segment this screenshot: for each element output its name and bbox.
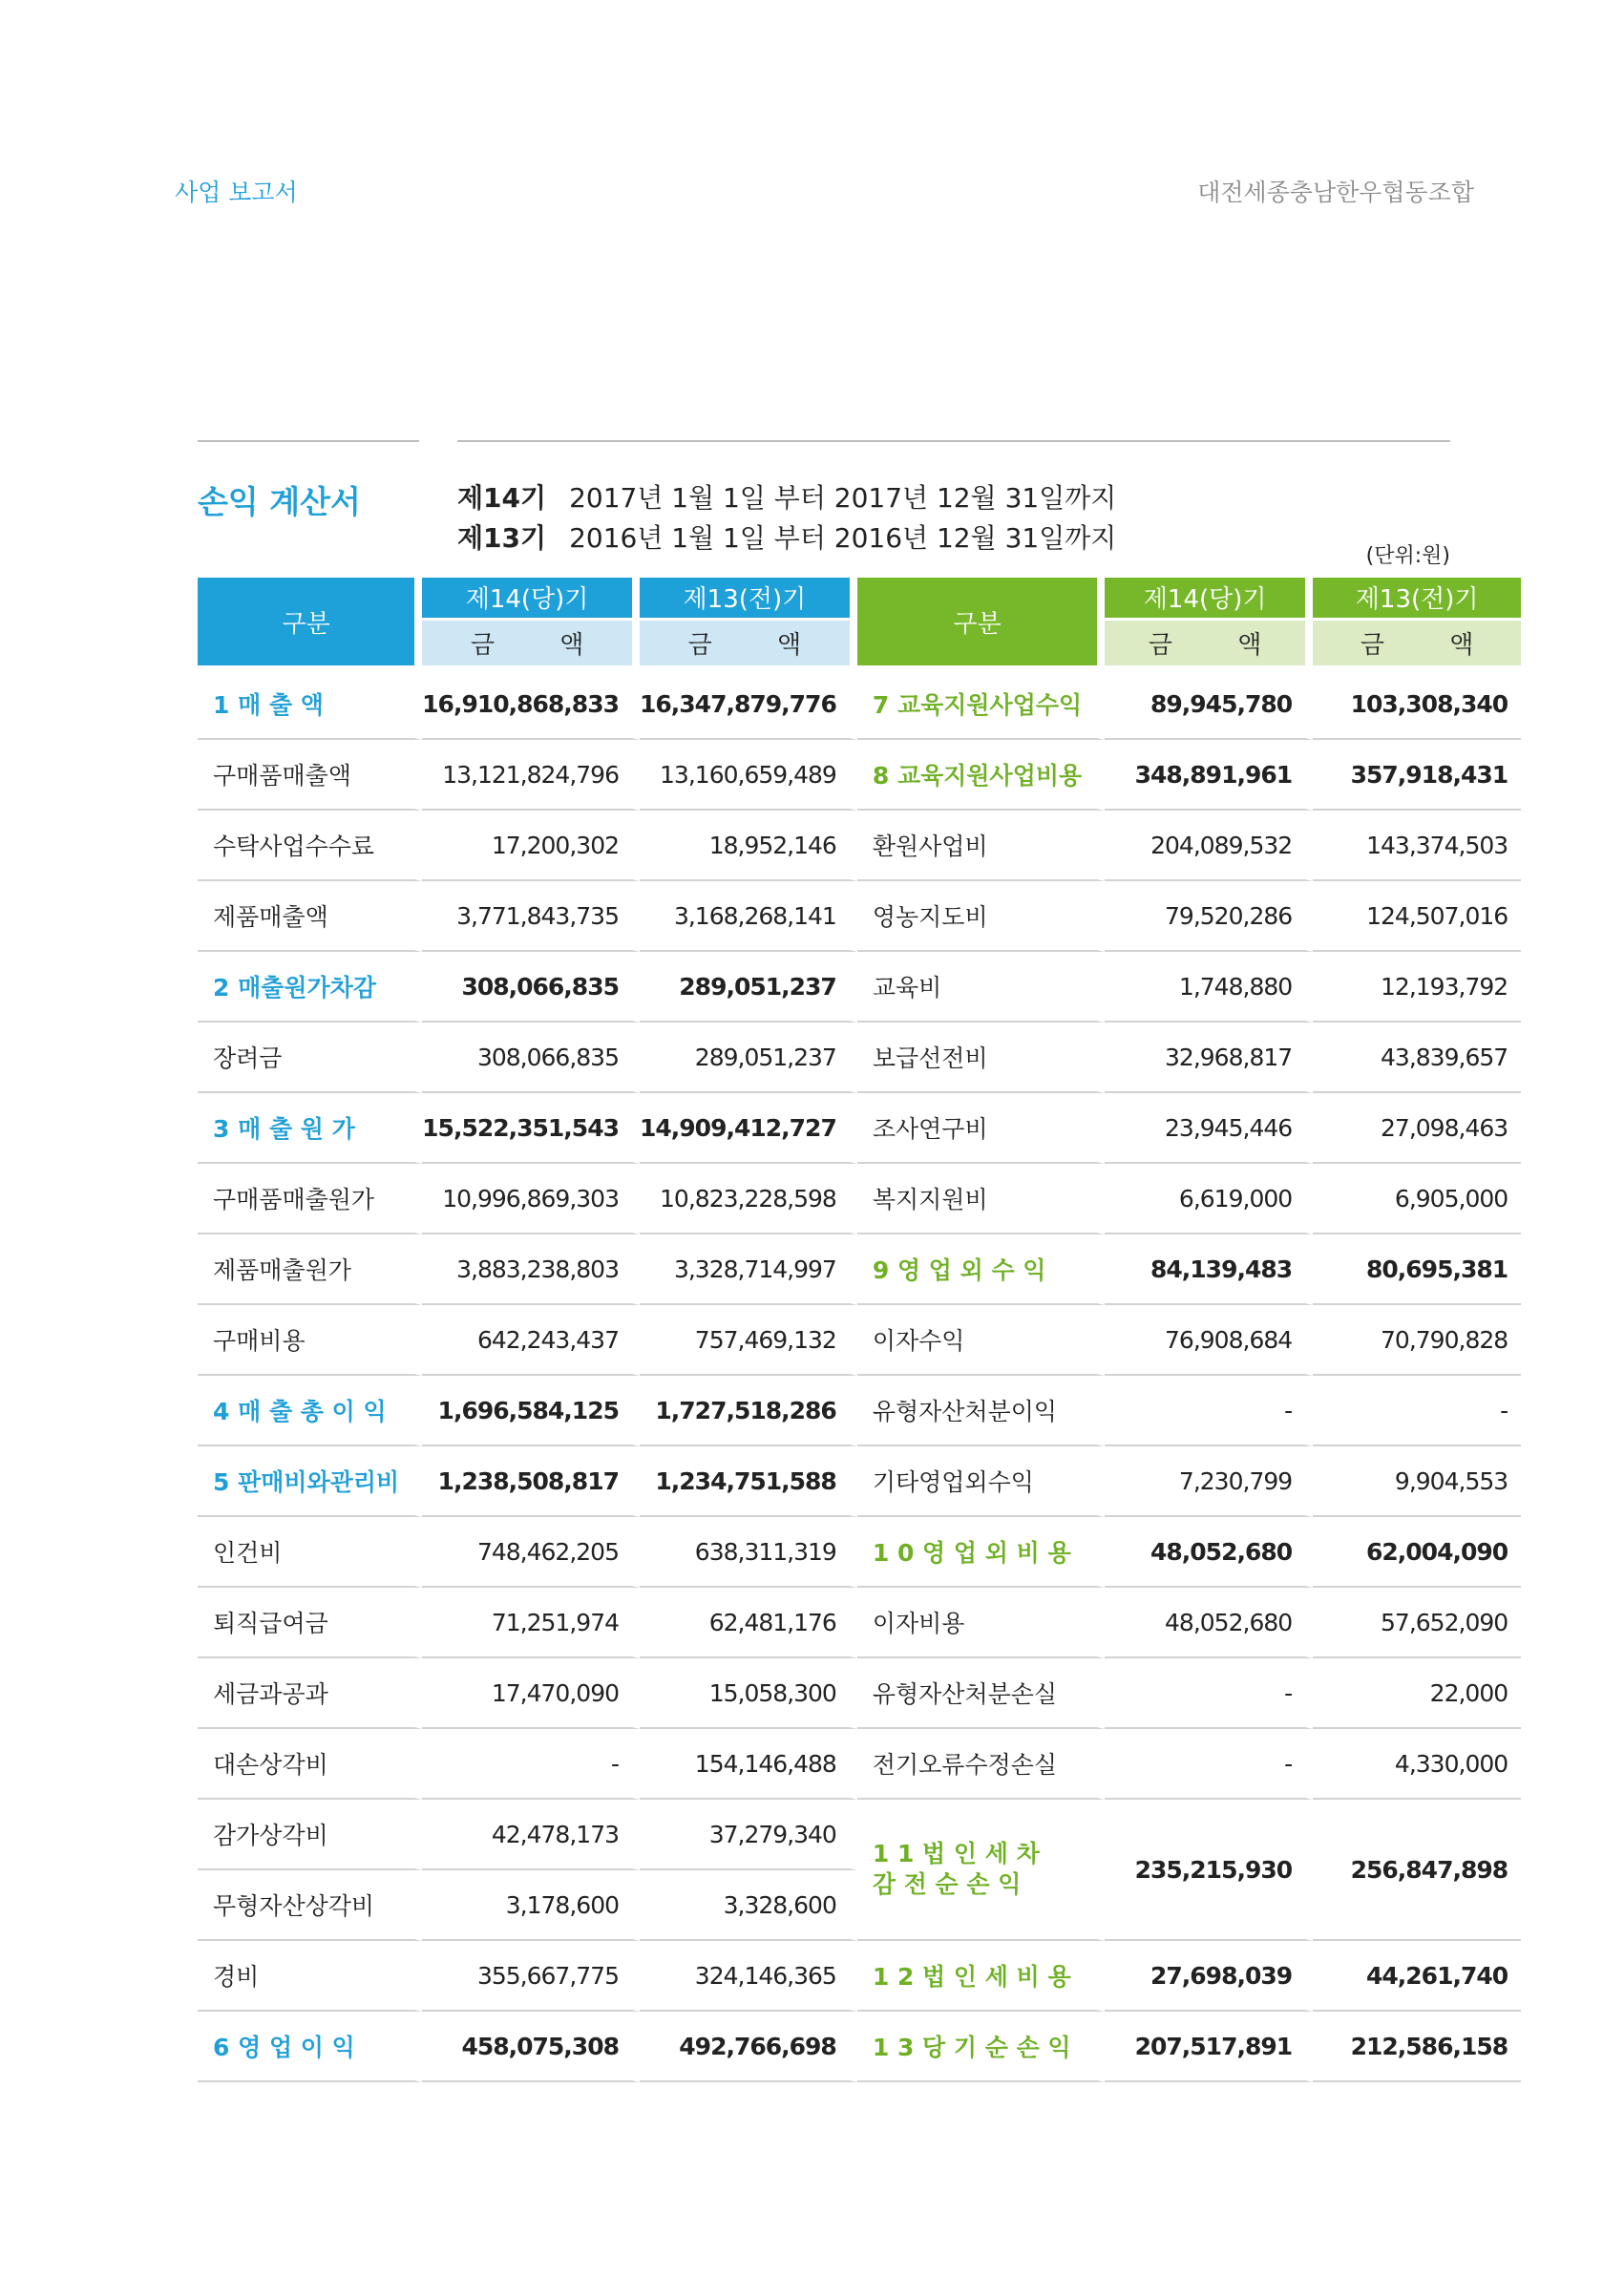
amount-cell: - — [1105, 1658, 1313, 1729]
amount-cell: 15,522,351,543 — [422, 1093, 640, 1164]
row-label-text: 2 매출원가차감 — [213, 974, 376, 1002]
amount-cell: 6,619,000 — [1105, 1164, 1313, 1234]
row-label — [198, 1588, 422, 1658]
table-row — [198, 1234, 1521, 1305]
header-category-left: 구분 — [198, 578, 422, 669]
amount-cell: 1,238,508,817 — [422, 1446, 640, 1517]
header-category-right: 구분 — [857, 578, 1105, 669]
row-label-text: 4 매 출 총 이 익 — [213, 1398, 387, 1425]
row-label-right — [857, 1517, 1105, 1588]
amount-cell: 1,748,880 — [1105, 952, 1313, 1023]
row-label-text: 감 전 순 손 익 — [872, 1870, 1022, 1898]
amount-cell: - — [1105, 1376, 1313, 1446]
row-label-text: 유형자산처분이익 — [872, 1398, 1058, 1425]
amount-cell: 17,470,090 — [422, 1658, 640, 1729]
row-label — [198, 1234, 422, 1305]
amount-cell: 48,052,680 — [1105, 1517, 1313, 1588]
amount-cell: 3,178,600 — [422, 1870, 640, 1941]
period-previous — [457, 517, 1116, 556]
row-label — [198, 2012, 422, 2082]
row-label-text: 보급선전비 — [872, 1044, 988, 1072]
table-row — [198, 740, 1521, 811]
row-label-text: 조사연구비 — [872, 1115, 988, 1143]
period-current — [457, 477, 1116, 516]
amount-cell: 235,215,930 — [1105, 1800, 1313, 1941]
title-divider-right — [457, 440, 1450, 442]
amount-cell: 17,200,302 — [422, 811, 640, 881]
amount-cell: 3,771,843,735 — [422, 881, 640, 952]
amount-cell: 57,652,090 — [1313, 1588, 1521, 1658]
amount-cell: 324,146,365 — [640, 1941, 857, 2012]
row-label-text: 1 1 법 인 세 차 — [872, 1840, 1040, 1867]
header-amount: 금 액 — [422, 621, 640, 669]
row-label-text: 1 2 법 인 세 비 용 — [872, 1963, 1071, 1991]
row-label-text: 구매품매출원가 — [213, 1186, 375, 1213]
row-label-text: 퇴직급여금 — [213, 1610, 328, 1637]
amount-cell: 18,952,146 — [640, 811, 857, 881]
row-label — [198, 1305, 422, 1376]
amount-cell: 12,193,792 — [1313, 952, 1521, 1023]
income-statement-table — [198, 578, 1521, 2082]
row-label — [198, 1729, 422, 1800]
row-label-text: 경비 — [213, 1963, 260, 1991]
page-title: 손익 계산서 — [198, 483, 361, 520]
row-label-right — [857, 1658, 1105, 1729]
row-label-text: 1 0 영 업 외 비 용 — [872, 1539, 1071, 1567]
amount-cell: - — [1105, 1729, 1313, 1800]
amount-cell: 757,469,132 — [640, 1305, 857, 1376]
period-previous-range: 2016년 1월 1일 부터 2016년 12월 31일까지 — [569, 522, 1117, 554]
amount-cell: 289,051,237 — [640, 1023, 857, 1093]
row-label-text: 감가상각비 — [213, 1822, 328, 1849]
row-label — [198, 1376, 422, 1446]
table-row — [198, 1164, 1521, 1234]
amount-cell: 458,075,308 — [422, 2012, 640, 2082]
row-label — [198, 1446, 422, 1517]
amount-cell: 76,908,684 — [1105, 1305, 1313, 1376]
row-label-text: 1 매 출 액 — [213, 691, 324, 719]
header-previous-right: 제13(전)기 — [1313, 578, 1521, 621]
row-label-right — [857, 1023, 1105, 1093]
table-row — [198, 1588, 1521, 1658]
table-row — [198, 1023, 1521, 1093]
amount-cell: 27,698,039 — [1105, 1941, 1313, 2012]
row-label-text: 유형자산처분손실 — [872, 1680, 1058, 1708]
header-current-left: 제14(당)기 — [422, 578, 640, 621]
report-header-label: 사업 보고서 — [175, 179, 298, 206]
row-label-right — [857, 1305, 1105, 1376]
row-label — [198, 1023, 422, 1093]
row-label-text: 환원사업비 — [872, 833, 988, 860]
row-label-text: 3 매 출 원 가 — [213, 1115, 355, 1143]
row-label — [198, 1517, 422, 1588]
row-label — [198, 1164, 422, 1234]
row-label-right — [857, 881, 1105, 952]
table-row — [198, 1517, 1521, 1588]
row-label-right — [857, 1164, 1105, 1234]
table-row — [198, 1941, 1521, 2012]
row-label-text: 이자비용 — [872, 1610, 965, 1637]
amount-cell: 748,462,205 — [422, 1517, 640, 1588]
amount-cell: 154,146,488 — [640, 1729, 857, 1800]
row-label-text: 구매비용 — [213, 1327, 306, 1355]
row-label — [198, 1658, 422, 1729]
row-label-text: 세금과공과 — [213, 1680, 328, 1708]
amount-cell: 212,586,158 — [1313, 2012, 1521, 2082]
amount-cell: 1,234,751,588 — [640, 1446, 857, 1517]
table-row — [198, 952, 1521, 1023]
row-label — [198, 740, 422, 811]
row-label-right — [857, 1941, 1105, 2012]
header-amount: 금 액 — [640, 621, 857, 669]
amount-cell: - — [422, 1729, 640, 1800]
table-row — [198, 1305, 1521, 1376]
row-label-text: 기타영업외수익 — [872, 1468, 1034, 1496]
amount-cell: 43,839,657 — [1313, 1023, 1521, 1093]
row-label — [198, 952, 422, 1023]
amount-cell: 14,909,412,727 — [640, 1093, 857, 1164]
amount-cell: 13,160,659,489 — [640, 740, 857, 811]
amount-cell: 355,667,775 — [422, 1941, 640, 2012]
row-label-right — [857, 1800, 1105, 1941]
amount-cell: 27,098,463 — [1313, 1093, 1521, 1164]
row-label-right — [857, 1093, 1105, 1164]
amount-cell: 70,790,828 — [1313, 1305, 1521, 1376]
amount-cell: 23,945,446 — [1105, 1093, 1313, 1164]
amount-cell: - — [1313, 1376, 1521, 1446]
row-label-right — [857, 1446, 1105, 1517]
row-label — [198, 669, 422, 740]
amount-cell: 642,243,437 — [422, 1305, 640, 1376]
amount-cell: 638,311,319 — [640, 1517, 857, 1588]
row-label-right — [857, 1376, 1105, 1446]
amount-cell: 13,121,824,796 — [422, 740, 640, 811]
amount-cell: 79,520,286 — [1105, 881, 1313, 952]
amount-cell: 3,328,600 — [640, 1870, 857, 1941]
row-label-text: 대손상각비 — [213, 1751, 328, 1779]
amount-cell: 84,139,483 — [1105, 1234, 1313, 1305]
table-body — [198, 669, 1521, 2082]
unit-label: (단위:원) — [1365, 544, 1450, 568]
row-label-text: 무형자산상각비 — [213, 1892, 375, 1920]
amount-cell: 62,004,090 — [1313, 1517, 1521, 1588]
amount-cell: 207,517,891 — [1105, 2012, 1313, 2082]
row-label-text: 9 영 업 외 수 익 — [872, 1256, 1046, 1284]
amount-cell: 124,507,016 — [1313, 881, 1521, 952]
amount-cell: 10,823,228,598 — [640, 1164, 857, 1234]
amount-cell: 1,727,518,286 — [640, 1376, 857, 1446]
amount-cell: 492,766,698 — [640, 2012, 857, 2082]
amount-cell: 256,847,898 — [1313, 1800, 1521, 1941]
organization-name: 대전세종충남한우협동조합 — [1197, 179, 1474, 206]
row-label-text: 8 교육지원사업비용 — [872, 762, 1083, 790]
period-previous-name: 제13기 — [457, 522, 547, 554]
row-label-text: 영농지도비 — [872, 903, 988, 931]
amount-cell: 16,347,879,776 — [640, 669, 857, 740]
row-label — [198, 1941, 422, 2012]
amount-cell: 204,089,532 — [1105, 811, 1313, 881]
amount-cell: 71,251,974 — [422, 1588, 640, 1658]
row-label-right — [857, 2012, 1105, 2082]
row-label-text: 1 3 당 기 순 손 익 — [872, 2034, 1071, 2061]
row-label-right — [857, 1588, 1105, 1658]
amount-cell: 80,695,381 — [1313, 1234, 1521, 1305]
amount-cell: 42,478,173 — [422, 1800, 640, 1870]
amount-cell: 22,000 — [1313, 1658, 1521, 1729]
amount-cell: 4,330,000 — [1313, 1729, 1521, 1800]
table-row — [198, 1800, 1521, 1870]
period-current-name: 제14기 — [457, 482, 547, 514]
header-current-right: 제14(당)기 — [1105, 578, 1313, 621]
row-label — [198, 1093, 422, 1164]
row-label — [198, 881, 422, 952]
period-current-range: 2017년 1월 1일 부터 2017년 12월 31일까지 — [569, 482, 1117, 514]
amount-cell: 15,058,300 — [640, 1658, 857, 1729]
amount-cell: 3,168,268,141 — [640, 881, 857, 952]
table-row — [198, 881, 1521, 952]
table-row — [198, 1446, 1521, 1517]
amount-cell: 348,891,961 — [1105, 740, 1313, 811]
amount-cell: 32,968,817 — [1105, 1023, 1313, 1093]
table-row — [198, 2012, 1521, 2082]
table-row — [198, 1729, 1521, 1800]
amount-cell: 3,328,714,997 — [640, 1234, 857, 1305]
table-row — [198, 1093, 1521, 1164]
amount-cell: 89,945,780 — [1105, 669, 1313, 740]
row-label-text: 구매품매출액 — [213, 762, 351, 790]
row-label-text: 복지지원비 — [872, 1186, 988, 1213]
header-amount: 금 액 — [1105, 621, 1313, 669]
amount-cell: 44,261,740 — [1313, 1941, 1521, 2012]
row-label-right — [857, 740, 1105, 811]
row-label-right — [857, 669, 1105, 740]
amount-cell: 289,051,237 — [640, 952, 857, 1023]
amount-cell: 37,279,340 — [640, 1800, 857, 1870]
amount-cell: 9,904,553 — [1313, 1446, 1521, 1517]
amount-cell: 308,066,835 — [422, 952, 640, 1023]
row-label-right — [857, 952, 1105, 1023]
row-label-text: 장려금 — [213, 1044, 283, 1072]
title-divider-left — [198, 440, 419, 442]
table-row — [198, 1376, 1521, 1446]
amount-cell: 308,066,835 — [422, 1023, 640, 1093]
table-row — [198, 811, 1521, 881]
amount-cell: 143,374,503 — [1313, 811, 1521, 881]
row-label-right — [857, 1234, 1105, 1305]
row-label-text: 제품매출원가 — [213, 1256, 351, 1284]
header-amount: 금 액 — [1313, 621, 1521, 669]
row-label-text: 교육비 — [872, 974, 942, 1002]
row-label-text: 6 영 업 이 익 — [213, 2034, 355, 2061]
row-label-text: 이자수익 — [872, 1327, 965, 1355]
table-row — [198, 1658, 1521, 1729]
row-label-text: 5 판매비와관리비 — [213, 1468, 400, 1496]
row-label-text: 전기오류수정손실 — [872, 1751, 1058, 1779]
amount-cell: 7,230,799 — [1105, 1446, 1313, 1517]
amount-cell: 62,481,176 — [640, 1588, 857, 1658]
row-label-right — [857, 811, 1105, 881]
row-label — [198, 1870, 422, 1941]
row-label-text: 제품매출액 — [213, 903, 328, 931]
row-label-text: 수탁사업수수료 — [213, 833, 375, 860]
amount-cell: 10,996,869,303 — [422, 1164, 640, 1234]
amount-cell: 1,696,584,125 — [422, 1376, 640, 1446]
row-label-text: 인건비 — [213, 1539, 283, 1567]
row-label-right — [857, 1729, 1105, 1800]
amount-cell: 103,308,340 — [1313, 669, 1521, 740]
amount-cell: 3,883,238,803 — [422, 1234, 640, 1305]
table-row — [198, 669, 1521, 740]
row-label — [198, 811, 422, 881]
amount-cell: 16,910,868,833 — [422, 669, 640, 740]
header-previous-left: 제13(전)기 — [640, 578, 857, 621]
row-label — [198, 1800, 422, 1870]
amount-cell: 357,918,431 — [1313, 740, 1521, 811]
amount-cell: 48,052,680 — [1105, 1588, 1313, 1658]
amount-cell: 6,905,000 — [1313, 1164, 1521, 1234]
row-label-text: 7 교육지원사업수익 — [872, 691, 1083, 719]
